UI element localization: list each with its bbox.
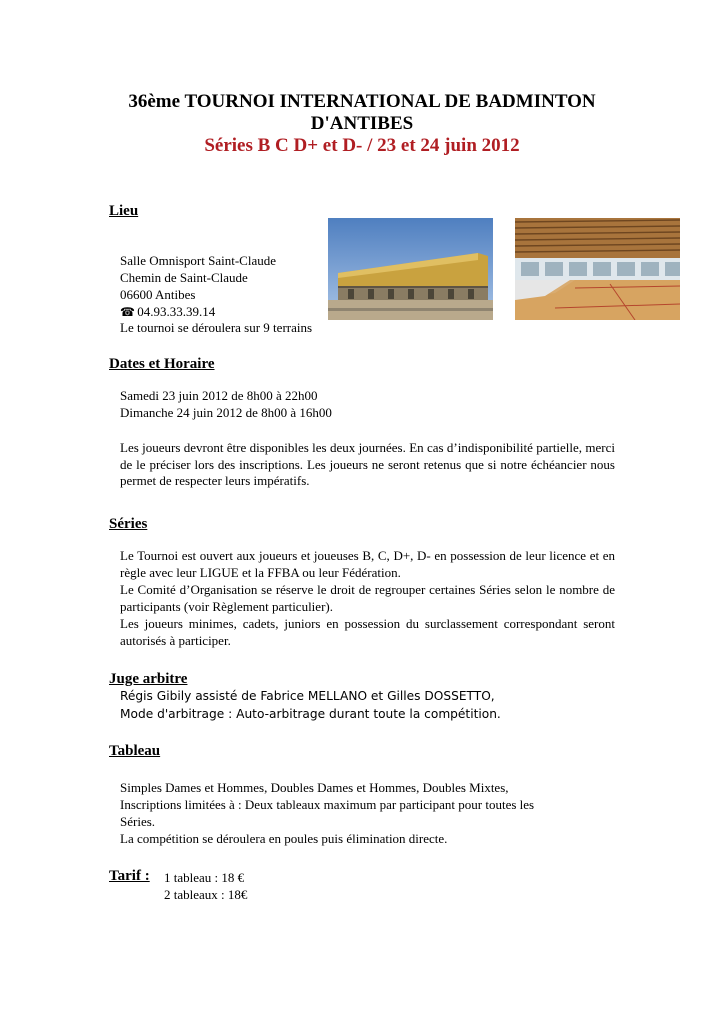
series-paragraph-3: Les joueurs minimes, cadets, juniors en possession du surclassement correspondant seront autorisés à participer. <box>120 616 615 648</box>
section-heading-lieu: Lieu <box>109 203 139 219</box>
venue-phone-number: 04.93.33.39.14 <box>137 304 216 319</box>
date-sunday: Dimanche 24 juin 2012 de 8h00 à 16h00 <box>120 405 332 420</box>
page-subtitle: Séries B C D+ et D- / 23 et 24 juin 2012 <box>204 135 520 156</box>
tarif-one-table: 1 tableau : 18 € <box>164 870 245 885</box>
tableau-line-2: Inscriptions limitées à : Deux tableaux maximum par participant pour toutes les <box>120 797 535 812</box>
section-heading-juge: Juge arbitre <box>109 671 188 687</box>
venue-interior-image <box>515 218 680 320</box>
telephone-icon: ☎ <box>120 305 135 319</box>
page-title: 36ème TOURNOI INTERNATIONAL DE BADMINTON <box>128 91 596 112</box>
series-paragraph-1: Le Tournoi est ouvert aux joueurs et joueuses B, C, D+, D- en possession de leur licence et en règle avec leur LIGUE et la FFBA ou leur Fédération. <box>120 548 615 580</box>
tableau-line-4: La compétition se déroulera en poules puis élimination directe. <box>120 831 448 846</box>
tableau-line-3: Séries. <box>120 814 156 829</box>
venue-street: Chemin de Saint-Claude <box>120 270 248 285</box>
section-heading-tarif: Tarif : <box>109 868 150 884</box>
section-heading-tableau: Tableau <box>109 743 161 759</box>
tableau-line-1: Simples Dames et Hommes, Doubles Dames et Hommes, Doubles Mixtes, <box>120 780 509 795</box>
referee-names: Régis Gibily assisté de Fabrice MELLANO et Gilles DOSSETTO, <box>120 689 495 703</box>
tarif-two-tables: 2 tableaux : 18€ <box>164 887 248 902</box>
section-heading-dates: Dates et Horaire <box>109 356 215 372</box>
venue-courts: Le tournoi se déroulera sur 9 terrains <box>120 320 313 335</box>
venue-phone <box>120 304 215 320</box>
venue-interior-photo <box>515 218 680 320</box>
series-paragraph-2: Le Comité d’Organisation se réserve le droit de regrouper certaines Séries selon le nombre de participants (voir Règlement particulier). <box>120 582 615 614</box>
page-title-line2: D'ANTIBES <box>310 113 414 134</box>
availability-paragraph: Les joueurs devront être disponibles les deux journées. En cas d’indisponibilité partielle, merci de le préciser lors des inscriptions. Les joueurs ne seront retenus que si notre échéancier nous permet de respecter leurs impératifs. <box>120 440 615 489</box>
venue-name: Salle Omnisport Saint-Claude <box>120 253 276 268</box>
date-saturday: Samedi 23 juin 2012 de 8h00 à 22h00 <box>120 388 318 403</box>
referee-mode: Mode d'arbitrage : Auto-arbitrage durant toute la compétition. <box>120 707 501 721</box>
venue-exterior-image <box>328 218 493 320</box>
section-heading-series: Séries <box>109 516 148 532</box>
venue-city: 06600 Antibes <box>120 287 196 302</box>
venue-exterior-photo <box>328 218 493 320</box>
